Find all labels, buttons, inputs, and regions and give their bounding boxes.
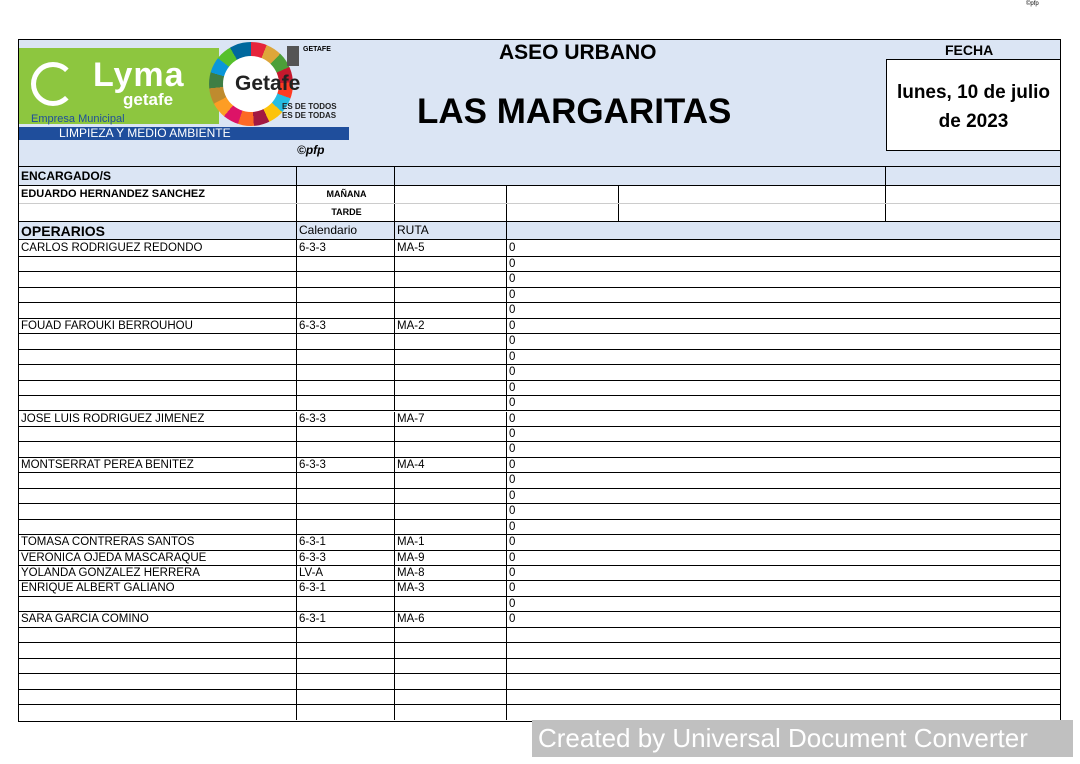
operario-value — [507, 674, 1060, 688]
operario-value: 0 — [509, 443, 516, 456]
operario-name — [19, 288, 297, 302]
operario-ruta — [395, 334, 507, 348]
operario-ruta: MA-1 — [395, 535, 507, 549]
operario-value: 0 — [509, 474, 516, 487]
operario-ruta — [395, 659, 507, 673]
operario-value: 0 — [509, 427, 516, 440]
operario-ruta — [395, 396, 507, 410]
operario-ruta — [395, 381, 507, 395]
operario-calendario — [297, 674, 395, 688]
operario-ruta — [395, 473, 507, 487]
lyma-getafe-logo — [19, 48, 349, 140]
operario-ruta: MA-9 — [395, 551, 507, 565]
operario-calendario: 6-3-3 — [297, 240, 395, 256]
table-row — [19, 473, 1060, 488]
operario-name — [19, 334, 297, 348]
operario-calendario — [297, 334, 395, 348]
table-row — [19, 581, 1060, 596]
operario-ruta: MA-6 — [395, 612, 507, 626]
operario-name — [19, 365, 297, 379]
operario-calendario: LV-A — [297, 566, 395, 580]
table-row — [19, 504, 1060, 519]
operario-name — [19, 473, 297, 487]
table-row — [19, 612, 1060, 627]
operario-name — [19, 674, 297, 688]
lyma-text: Lyma — [93, 56, 185, 94]
operario-value: 0 — [509, 242, 516, 254]
operario-ruta — [395, 504, 507, 518]
operario-value: 0 — [509, 273, 516, 286]
tarde-label: TARDE — [297, 204, 395, 221]
operario-calendario — [297, 257, 395, 271]
operario-calendario — [297, 659, 395, 673]
table-row — [19, 520, 1060, 535]
operario-value: 0 — [509, 304, 516, 317]
operario-value: 0 — [509, 567, 516, 579]
operario-value: 0 — [509, 458, 516, 471]
operario-name — [19, 381, 297, 395]
operario-value — [507, 705, 1060, 720]
table-row — [19, 303, 1060, 318]
operario-value: 0 — [509, 288, 516, 301]
operario-name — [19, 303, 297, 317]
operario-ruta — [395, 272, 507, 286]
operario-ruta — [395, 489, 507, 503]
swirl-icon — [31, 62, 75, 106]
operario-calendario — [297, 396, 395, 410]
operario-calendario: 6-3-3 — [297, 319, 395, 333]
operario-name — [19, 643, 297, 657]
table-row — [19, 427, 1060, 442]
table-row — [19, 319, 1060, 334]
operario-calendario — [297, 473, 395, 487]
operario-ruta — [395, 365, 507, 379]
operario-calendario — [297, 381, 395, 395]
operario-calendario — [297, 365, 395, 379]
operario-ruta — [395, 597, 507, 611]
operario-ruta — [395, 288, 507, 302]
operario-value — [507, 690, 1060, 704]
encargado-row-tarde — [19, 204, 1060, 222]
table-row — [19, 643, 1060, 658]
operario-value: 0 — [509, 350, 516, 363]
operario-name: JOSE LUIS RODRIGUEZ JIMENEZ — [19, 412, 297, 426]
table-row — [19, 412, 1060, 427]
getafe-logo-text: Getafe — [235, 72, 301, 95]
operario-ruta — [395, 705, 507, 720]
ruta-header: RUTA — [395, 222, 507, 239]
operario-ruta — [395, 674, 507, 688]
operario-value: 0 — [509, 319, 516, 332]
page-subtitle: LAS MARGARITAS — [417, 92, 732, 131]
operario-name — [19, 442, 297, 456]
operario-name: FOUAD FAROUKI BERROUHOU — [19, 319, 297, 333]
operario-name — [19, 272, 297, 286]
operario-ruta — [395, 628, 507, 642]
operario-value: 0 — [509, 335, 516, 348]
operario-calendario — [297, 643, 395, 657]
es-de-todos-text: ES DE TODOS ES DE TODAS — [282, 102, 337, 120]
operario-name — [19, 396, 297, 410]
operario-calendario: 6-3-1 — [297, 612, 395, 626]
operario-calendario — [297, 427, 395, 441]
operario-calendario — [297, 628, 395, 642]
operario-name — [19, 489, 297, 503]
table-row — [19, 272, 1060, 287]
calendario-header: Calendario — [297, 222, 395, 239]
encargado-row-manana — [19, 186, 1060, 204]
operario-value — [507, 659, 1060, 673]
operario-calendario: 6-3-1 — [297, 535, 395, 549]
operario-name: SARA GARCIA COMINO — [19, 612, 297, 626]
pfp-mark: ©pfp — [297, 143, 325, 157]
operario-ruta — [395, 257, 507, 271]
table-row — [19, 659, 1060, 674]
operario-ruta — [395, 520, 507, 534]
operario-ruta: MA-2 — [395, 319, 507, 333]
operario-calendario: 6-3-3 — [297, 551, 395, 565]
fecha-value: lunes, 10 de julio de 2023 — [886, 59, 1061, 151]
operario-value: 0 — [509, 505, 516, 518]
manana-label: MAÑANA — [297, 186, 395, 203]
table-row — [19, 350, 1060, 365]
operario-value: 0 — [509, 258, 516, 270]
operario-calendario — [297, 272, 395, 286]
operario-calendario — [297, 690, 395, 704]
corner-mark: ©pfp — [1026, 1, 1039, 7]
header — [19, 40, 1060, 167]
operario-value — [507, 628, 1060, 642]
operario-ruta: MA-7 — [395, 412, 507, 426]
operario-calendario — [297, 520, 395, 534]
table-row — [19, 396, 1060, 411]
limpieza-banner: LIMPIEZA Y MEDIO AMBIENTE — [19, 127, 349, 140]
operario-name: CARLOS RODRIGUEZ REDONDO — [19, 240, 297, 256]
page-title: ASEO URBANO — [499, 41, 657, 64]
operario-ruta — [395, 442, 507, 456]
operario-name — [19, 597, 297, 611]
operario-ruta — [395, 350, 507, 364]
operario-name — [19, 520, 297, 534]
table-row — [19, 566, 1060, 581]
table-row — [19, 597, 1060, 612]
operario-value: 0 — [509, 489, 516, 502]
ayuntamiento-text: GETAFE — [303, 46, 331, 53]
table-row — [19, 535, 1060, 550]
operario-ruta: MA-4 — [395, 458, 507, 472]
table-row — [19, 257, 1060, 272]
operario-ruta — [395, 303, 507, 317]
operario-calendario — [297, 705, 395, 720]
operario-name: MONTSERRAT PEREA BENITEZ — [19, 458, 297, 472]
operario-name — [19, 705, 297, 720]
operario-name — [19, 504, 297, 518]
operario-calendario — [297, 350, 395, 364]
table-row — [19, 442, 1060, 457]
empresa-municipal-text: Empresa Municipal — [31, 113, 125, 125]
operario-value: 0 — [509, 613, 516, 626]
table-row — [19, 288, 1060, 303]
operario-calendario — [297, 288, 395, 302]
encargados-label: ENCARGADO/S — [19, 167, 297, 185]
table-row — [19, 381, 1060, 396]
table-row — [19, 674, 1060, 689]
operario-name — [19, 628, 297, 642]
operario-ruta — [395, 643, 507, 657]
table-row — [19, 551, 1060, 566]
sheet — [18, 39, 1061, 722]
operario-name: TOMASA CONTRERAS SANTOS — [19, 535, 297, 549]
operario-ruta — [395, 427, 507, 441]
table-row — [19, 365, 1060, 380]
operario-name — [19, 427, 297, 441]
table-row — [19, 334, 1060, 349]
operario-calendario — [297, 489, 395, 503]
operario-ruta — [395, 690, 507, 704]
operario-value: 0 — [509, 551, 516, 564]
operarios-label: OPERARIOS — [19, 222, 297, 239]
operario-name — [19, 350, 297, 364]
operario-value — [507, 643, 1060, 657]
table-row — [19, 489, 1060, 504]
operario-calendario: 6-3-3 — [297, 458, 395, 472]
table-row — [19, 690, 1060, 705]
operario-name — [19, 257, 297, 271]
operario-value: 0 — [509, 520, 516, 533]
operario-value: 0 — [509, 381, 516, 394]
operario-calendario — [297, 597, 395, 611]
table-row — [19, 628, 1060, 643]
operario-value: 0 — [509, 582, 516, 595]
operario-calendario — [297, 303, 395, 317]
getafe-small-text: getafe — [123, 90, 174, 109]
operario-name: VERONICA OJEDA MASCARAQUE — [19, 551, 297, 565]
operario-calendario — [297, 504, 395, 518]
operario-calendario — [297, 442, 395, 456]
operario-ruta: MA-5 — [395, 240, 507, 256]
operario-name — [19, 690, 297, 704]
operarios-header-row — [19, 222, 1060, 240]
operario-calendario: 6-3-1 — [297, 581, 395, 595]
operario-value: 0 — [509, 536, 516, 549]
encargado-name: EDUARDO HERNANDEZ SANCHEZ — [19, 186, 297, 203]
operario-ruta: MA-3 — [395, 581, 507, 595]
operario-calendario: 6-3-3 — [297, 412, 395, 426]
table-row — [19, 705, 1060, 720]
table-row — [19, 240, 1060, 257]
operario-ruta: MA-8 — [395, 566, 507, 580]
operario-value: 0 — [509, 412, 516, 425]
table-row — [19, 458, 1060, 473]
operario-value: 0 — [509, 597, 516, 610]
operario-name: ENRIQUE ALBERT GALIANO — [19, 581, 297, 595]
operario-value: 0 — [509, 397, 516, 410]
coat-of-arms-icon — [287, 46, 299, 66]
operario-value: 0 — [509, 366, 516, 379]
encargados-header-row — [19, 167, 1060, 186]
operario-name: YOLANDA GONZALEZ HERRERA — [19, 566, 297, 580]
fecha-label: FECHA — [945, 42, 994, 58]
operario-name — [19, 659, 297, 673]
watermark-banner: Created by Universal Document Converter — [532, 720, 1073, 757]
